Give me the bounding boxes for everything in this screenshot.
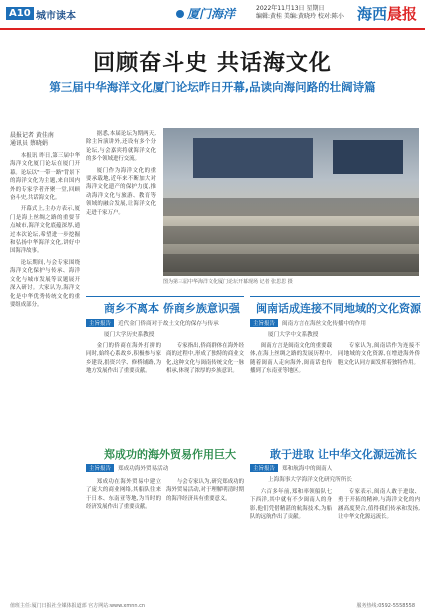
section-title: 城市读本 (36, 11, 76, 22)
subsection-2-title: 闽南话成连接不同地域的文化资源 (256, 302, 421, 315)
divider (250, 296, 420, 297)
photo-caption: 图为第三届中华海洋文化厦门论坛开幕现场 记者 张思思 摄 (163, 279, 293, 285)
subheadline: 第三届中华海洋文化厦门论坛昨日开幕,品读向海问路的壮阔诗篇 (49, 80, 376, 94)
subsection-1-col-b: 专家指出,侨商群体在海外经商的过程中,形成了独特的商业文化,这种文化与闽南传统文化一脉相承,体现了浓厚的乡族意识。 (166, 343, 244, 375)
page-footer: 值班主任:厦门日报社全媒体报道部 官方网站:www.xmnn.cn 服务热线:0592-5558558 (10, 603, 415, 609)
subsection-4-col-a: 郑成功在海外贸易中建立了庞大的商业网络,其船队往来于日本、东南亚等地,为当时的经济发展作出了重要贡献。 (86, 479, 161, 511)
stage-screen (193, 138, 313, 178)
subsection-1-col-a: 金门的侨商在海外打拼的同时,始终心系故乡,积极参与家乡建设,捐资兴学、修桥铺路,为地方发展作出了重要贡献。 (86, 343, 161, 375)
subsection-2-meta: 主旨报告 闽南方言在海丝文化传播中的作用 (250, 319, 420, 327)
subsection-1-author: 厦门大学历史系教授 (104, 332, 155, 338)
subsection-3-title: 敢于进取 让中华文化源远流长 (270, 448, 417, 461)
subsection-3-meta: 主旨报告 郑和航海中的闽南人 (250, 464, 420, 472)
subsection-3-col-b: 专家表示,闽南人敢于进取、勇于开拓的精神,与海洋文化的内涵高度契合,值得我们传承和发扬,让中华文化源远流长。 (338, 489, 420, 521)
page-number-tag: A10 (6, 7, 34, 20)
brand-mark: 海西晨报 (356, 5, 417, 23)
subsection-2-col-b: 专家认为,闽南话作为连接不同地域的文化资源,在增进海外侨胞文化认同方面发挥着独特作用。 (338, 343, 420, 366)
subsection-1-title: 商乡不离本 侨商乡族意识强 (104, 302, 240, 315)
subsection-4-meta: 主旨报告 郑成功海外贸易活动 (86, 464, 244, 472)
dateline: 2022年11月13日 星期日 编辑:黄桂 美编:黄晓玲 校对:陈小 (256, 5, 344, 20)
subsection-3-author: 上海海事大学海洋文化研究所所长 (268, 477, 352, 483)
subsection-4-title: 郑成功的海外贸易作用巨大 (104, 448, 236, 461)
forum-photo (163, 128, 419, 276)
logo-icon (176, 10, 184, 18)
subsection-2-author: 厦门大学中文系教授 (268, 332, 319, 338)
newspaper-logo: 厦门海洋 (176, 5, 235, 22)
subsection-1-meta: 主旨报告 近代金门侨商对于故土文化的保存与传承 (86, 319, 244, 327)
subsection-4-col-b: 与会专家认为,研究郑成功的海外贸易活动,对于理解明清时期的海洋经济具有重要意义。 (166, 479, 244, 502)
article-column-1: 本报讯 昨日,第三届中华海洋文化厦门论坛在厦门开幕。论坛以"一带一路"背景下的海洋文化为主题,来自国内外的专家学者齐聚一堂,回顾奋斗史,共话海文化。 开幕式上,主办方表示,厦门是海上丝绸之路的重要节点城市,海洋文化底蕴深厚,通过本次论坛,希望进一步挖掘和弘扬中华海洋文化,讲好中国海洋故事。 论坛期间,与会专家围绕海洋文化保护与传承、海洋文化与城市发展等议题展开深入研讨。大家认为,海洋文化是中华优秀传统文化的重要组成部分。 (10, 153, 80, 308)
divider (86, 296, 244, 297)
headline: 回顾奋斗史 共话海文化 (93, 50, 332, 76)
page-header (0, 0, 425, 30)
article-column-2: 据悉,本届论坛为期两天,除主旨演讲外,还设有多个分论坛,与会嘉宾将就海洋文化的多个领域进行交流。 厦门作为海洋文化的重要承载地,近年来不断加大对海洋文化遗产的保护力度,推动海洋文化与旅游、教育等领域的融合发展,让海洋文化走进千家万户。 (86, 131, 156, 216)
stage-screen-secondary (333, 140, 403, 174)
byline: 晨报记者 黄佳南 通讯员 蔡晓娟 (10, 132, 54, 147)
subsection-2-col-a: 闽南方言是闽南文化的重要载体,在海上丝绸之路的发展历程中,随着闽南人走向海外,闽南话也传播到了东南亚等地区。 (250, 343, 332, 375)
subsection-3-col-a: 六百多年前,郑和率领船队七下西洋,其中就有不少闽南人的身影,他们凭借精湛的航海技术,为船队的远航作出了贡献。 (250, 489, 332, 521)
